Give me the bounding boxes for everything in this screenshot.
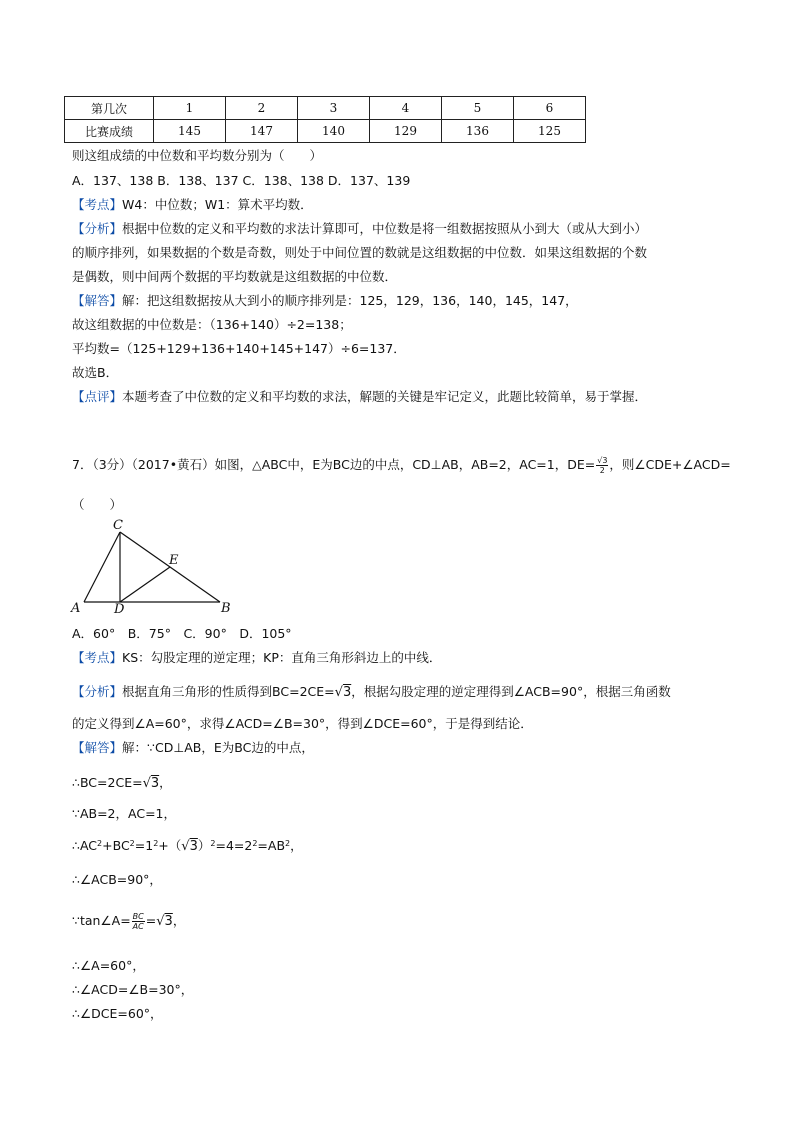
q7-stem-b: ，则∠CDE+∠ACD=: [609, 457, 731, 472]
q7-jieda: [72, 740, 314, 756]
step-bc: ∴BC=2CE=√3，: [72, 775, 172, 791]
dianping-tag: 【点评】: [72, 389, 123, 404]
sqrt-3: √3: [334, 685, 352, 700]
fraction-bc-ac: $\frac{BC}{AC}$: [132, 912, 144, 931]
point-label-d: D: [114, 602, 125, 617]
dianping-text: 本题考查了中位数的定义和平均数的求法，解题的关键是牢记定义，此题比较简单，易于掌握．: [122, 389, 648, 404]
q6-jieda-line2: 故这组数据的中位数是：（136+140）÷2=138；: [72, 317, 352, 332]
q7-answer-paren: （ ）: [72, 497, 123, 512]
q7-options: A．60° B．75° C．90° D．105°: [72, 626, 292, 641]
q6-jieda-line4: 故选B．: [72, 365, 119, 380]
point-label-e: E: [169, 553, 179, 568]
step-dce: ∴∠DCE=60°，: [72, 1006, 163, 1021]
q7-kaodian: [72, 650, 441, 666]
jieda-text: 解：把这组数据按从大到小的顺序排列是：125，129，136，140，145，147，: [122, 293, 578, 308]
table-cell: 129: [370, 120, 442, 143]
step-acb: ∴∠ACB=90°，: [72, 872, 162, 887]
fraction-denominator: 2: [599, 466, 605, 475]
sqrt-3: √3: [142, 776, 160, 791]
jieda-tag: 【解答】: [72, 293, 123, 308]
q7-fenxi-line2: 的定义得到∠A=60°，求得∠ACD=∠B=30°，得到∠DCE=60°，于是得到结论．: [72, 716, 533, 731]
q6-fenxi-line3: 是偶数，则中间两个数据的平均数就是这组数据的中位数．: [72, 269, 398, 284]
fenxi-text: 根据中位数的定义和平均数的求法计算即可，中位数是将一组数据按照从小到大（或从大到小）: [122, 221, 648, 236]
sqrt-3: √3: [156, 914, 173, 929]
q6-jieda: [72, 293, 578, 309]
fenxi-text-b: ，根据勾股定理的逆定理得到∠ACB=90°，根据三角函数: [351, 684, 671, 699]
q7-stem-a: 7．（3分）（2017•黄石）如图，△ABC中，E为BC边的中点，CD⊥AB，AB=2，AC=1，DE=: [72, 457, 596, 472]
table-cell: 125: [514, 120, 586, 143]
point-label-a: A: [71, 601, 81, 616]
jieda-text: 解：∵CD⊥AB，E为BC边的中点，: [122, 740, 314, 755]
score-table: [64, 96, 586, 143]
segment-de: [120, 567, 170, 602]
row-header-attempt: 第几次: [65, 97, 154, 120]
table-cell: 3: [298, 97, 370, 120]
table-cell: 6: [514, 97, 586, 120]
triangle-figure: [68, 516, 248, 620]
fraction-numerator: √3: [597, 456, 608, 465]
table-cell: 5: [442, 97, 514, 120]
step-ab-ac: ∵AB=2，AC=1，: [72, 806, 176, 821]
table-cell: 145: [154, 120, 226, 143]
q6-options: A．137、138 B．138、137 C．138、138 D．137、139: [72, 173, 411, 188]
q6-kaodian: [72, 197, 313, 213]
jieda-tag: 【解答】: [72, 740, 123, 755]
segment-ac: [84, 532, 120, 602]
kaodian-text: KS：勾股定理的逆定理；KP：直角三角形斜边上的中线．: [122, 650, 442, 665]
fenxi-tag: 【分析】: [72, 684, 123, 699]
table-cell: 4: [370, 97, 442, 120]
q6-jieda-line3: 平均数=（125+129+136+140+145+147）÷6=137．: [72, 341, 406, 356]
point-label-c: C: [113, 518, 123, 533]
point-label-b: B: [221, 601, 231, 616]
fraction-de: [596, 456, 608, 475]
fenxi-tag: 【分析】: [72, 221, 123, 236]
sqrt-3: √3: [181, 839, 198, 854]
kaodian-text: W4：中位数；W1：算术平均数．: [122, 197, 313, 212]
step-acd: ∴∠ACD=∠B=30°，: [72, 982, 194, 997]
table-cell: 136: [442, 120, 514, 143]
q6-fenxi: [72, 221, 647, 237]
step-a60: ∴∠A=60°，: [72, 958, 145, 973]
q7-stem: [72, 456, 731, 475]
row-header-score: 比赛成绩: [65, 120, 154, 143]
table-row: [65, 120, 586, 143]
table-row: [65, 97, 586, 120]
step-pythagoras: $\therefore AC^2+BC^2=1^2+(√3)^2=4=2^2=AB^2$，: [72, 838, 303, 854]
kaodian-tag: 【考点】: [72, 197, 123, 212]
table-cell: 2: [226, 97, 298, 120]
table-cell: 140: [298, 120, 370, 143]
q7-fenxi: [72, 684, 671, 701]
fenxi-text-a: 根据直角三角形的性质得到BC=2CE=: [122, 684, 335, 699]
q6-question: 则这组成绩的中位数和平均数分别为（ ）: [72, 148, 323, 163]
kaodian-tag: 【考点】: [72, 650, 123, 665]
table-cell: 1: [154, 97, 226, 120]
q6-dianping: [72, 389, 647, 405]
q6-fenxi-line2: 的顺序排列，如果数据的个数是奇数，则处于中间位置的数就是这组数据的中位数．如果这组数据的个数: [72, 245, 648, 260]
table-cell: 147: [226, 120, 298, 143]
step-tan: ∵tan∠A= $\frac{BC}{AC}$ =√3，: [72, 912, 186, 931]
